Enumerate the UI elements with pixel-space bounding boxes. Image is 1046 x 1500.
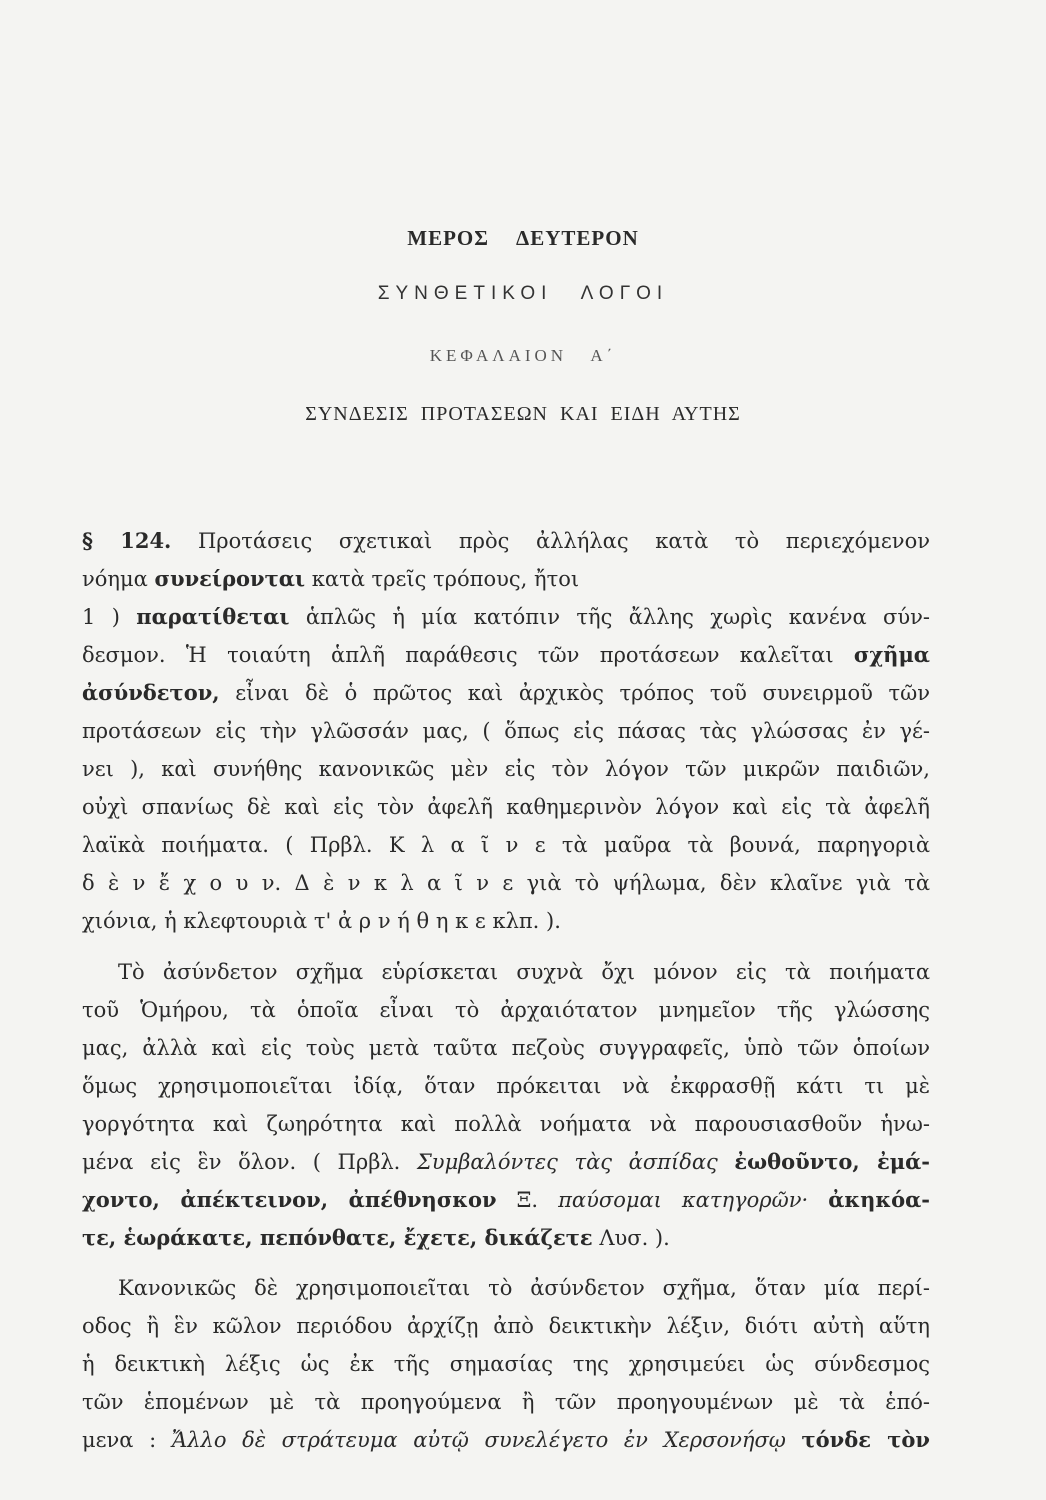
text-line: λαϊκὰ ποιήματα. ( Πρβλ. Κ λ α ῖ ν ε τὰ μαῦρα τὰ βουνά, παρηγοριὰ bbox=[82, 833, 930, 857]
text-span: Ξ. bbox=[516, 1188, 539, 1212]
text-line bbox=[82, 527, 930, 555]
bold-term: συνείρονται bbox=[154, 566, 306, 591]
text-span: δεσμον. Ἡ τοιαύτη ἁπλῆ παράθεσις τῶν προτάσεων καλεῖται bbox=[82, 643, 834, 667]
text-line: ὅμως χρησιμοποιεῖται ἰδίᾳ, ὅταν πρόκειται νὰ ἐκφρασθῇ κάτι τι μὲ bbox=[82, 1074, 930, 1098]
text-line: νει ), καὶ συνήθης κανονικῶς μὲν εἰς τὸν λόγον τῶν μικρῶν παιδιῶν, bbox=[82, 757, 930, 781]
text-line bbox=[82, 679, 930, 707]
text-span: κατὰ τρεῖς τρόπους, ἤτοι bbox=[311, 567, 580, 591]
section-number: § 124. bbox=[82, 528, 172, 553]
bold-term: ἀσύνδετον, bbox=[82, 680, 220, 705]
item-number: 1 ) bbox=[82, 605, 120, 629]
text-line: προτάσεων εἰς τὴν γλῶσσάν μας, ( ὅπως εἰς πάσας τὰς γλώσσας ἐν γέ- bbox=[82, 719, 930, 743]
text-span: εἶναι δὲ ὁ πρῶτος καὶ ἀρχικὸς τρόπος τοῦ συνειρμοῦ τῶν bbox=[235, 681, 930, 705]
bold-term: ἀκηκόα- bbox=[828, 1187, 930, 1212]
text-span: νόημα bbox=[82, 567, 148, 591]
text-span: Λυσ. ). bbox=[599, 1226, 670, 1250]
text-span: μένα εἰς ἓν ὅλον. ( Πρβλ. bbox=[82, 1150, 401, 1174]
text-line bbox=[82, 1148, 930, 1176]
bold-term: χοντο, ἀπέκτεινον, ἀπέθνησκον bbox=[82, 1187, 497, 1212]
text-line: δ ὲ ν ἔ χ ο υ ν. Δ ὲ ν κ λ α ῖ ν ε γιὰ τὸ ψήλωμα, δὲν κλαῖνε γιὰ τὰ bbox=[82, 871, 930, 895]
part-heading: ΜΕΡΟΣ ΔΕΥΤΕΡΟΝ bbox=[407, 226, 639, 250]
section-heading: ΣΥΝΘΕΤΙΚΟΙ ΛΟΓΟΙ bbox=[377, 283, 669, 304]
bold-term: τόνδε τὸν bbox=[801, 1427, 930, 1452]
text-line bbox=[82, 1426, 930, 1454]
chapter-title: ΣΥΝΔΕΣΙΣ ΠΡΟΤΑΣΕΩΝ ΚΑΙ ΕΙΔΗ ΑΥΤΗΣ bbox=[305, 403, 741, 425]
text-line: μας, ἀλλὰ καὶ εἰς τοὺς μετὰ ταῦτα πεζοὺς συγγραφεῖς, ὑπὸ τῶν ὁποίων bbox=[82, 1036, 930, 1060]
text-line: Κανονικῶς δὲ χρησιμοποιεῖται τὸ ἀσύνδετον σχῆμα, ὅταν μία περί- bbox=[118, 1276, 930, 1300]
bold-term: τε, ἑωράκατε, πεπόνθατε, ἔχετε, δικάζετε bbox=[82, 1225, 593, 1250]
text-span: ἁπλῶς ἡ μία κατόπιν τῆς ἄλλης χωρὶς κανένα σύν- bbox=[305, 605, 930, 629]
text-line: χιόνια, ἡ κλεφτουριὰ τ' ἀ ρ ν ή θ η κ ε κλπ. ). bbox=[82, 909, 561, 933]
bold-term: σχῆμα bbox=[853, 642, 930, 667]
text-line bbox=[82, 641, 930, 669]
text-line: τοῦ Ὁμήρου, τὰ ὁποῖα εἶναι τὸ ἀρχαιότατον μνημεῖον τῆς γλώσσης bbox=[82, 998, 930, 1022]
bold-term: ἐωθοῦντο, ἐμά- bbox=[734, 1149, 930, 1174]
text-line bbox=[82, 1186, 930, 1214]
text-line: τῶν ἑπομένων μὲ τὰ προηγούμενα ἢ τῶν προηγουμένων μὲ τὰ ἑπό- bbox=[82, 1390, 930, 1414]
text-line bbox=[82, 603, 930, 631]
text-line bbox=[82, 1224, 930, 1252]
italic-quote: Συμβαλόντες τὰς ἀσπίδας bbox=[416, 1150, 718, 1174]
text-line: γοργότητα καὶ ζωηρότητα καὶ πολλὰ νοήματα νὰ παρουσιασθοῦν ἡνω- bbox=[82, 1112, 930, 1136]
text-line bbox=[82, 565, 930, 593]
italic-quote: παύσομαι κατηγορῶν· bbox=[558, 1188, 809, 1212]
text-line: ἡ δεικτικὴ λέξις ὡς ἐκ τῆς σημασίας της χρησιμεύει ὡς σύνδεσμος bbox=[82, 1352, 930, 1376]
text-line: οὐχὶ σπανίως δὲ καὶ εἰς τὸν ἀφελῆ καθημερινὸν λόγον καὶ εἰς τὰ ἀφελῆ bbox=[82, 795, 930, 819]
text-line: Τὸ ἀσύνδετον σχῆμα εὑρίσκεται συχνὰ ὄχι μόνον εἰς τὰ ποιήματα bbox=[118, 960, 930, 984]
chapter-number: ΚΕΦΑΛΑΙΟΝ Α΄ bbox=[429, 346, 617, 365]
italic-quote: Ἄλλο δὲ στράτευμα αὐτῷ συνελέγετο ἐν Χερσονήσῳ bbox=[171, 1428, 786, 1452]
bold-term: παρατίθεται bbox=[136, 604, 290, 629]
text-span: μενα : bbox=[82, 1428, 157, 1452]
text-span: Προτάσεις σχετικαὶ πρὸς ἀλλήλας κατὰ τὸ περιεχόμενον bbox=[197, 529, 930, 553]
text-line: οδος ἢ ἓν κῶλον περιόδου ἀρχίζῃ ἀπὸ δεικτικὴν λέξιν, διότι αὐτὴ αὕτη bbox=[82, 1314, 930, 1338]
